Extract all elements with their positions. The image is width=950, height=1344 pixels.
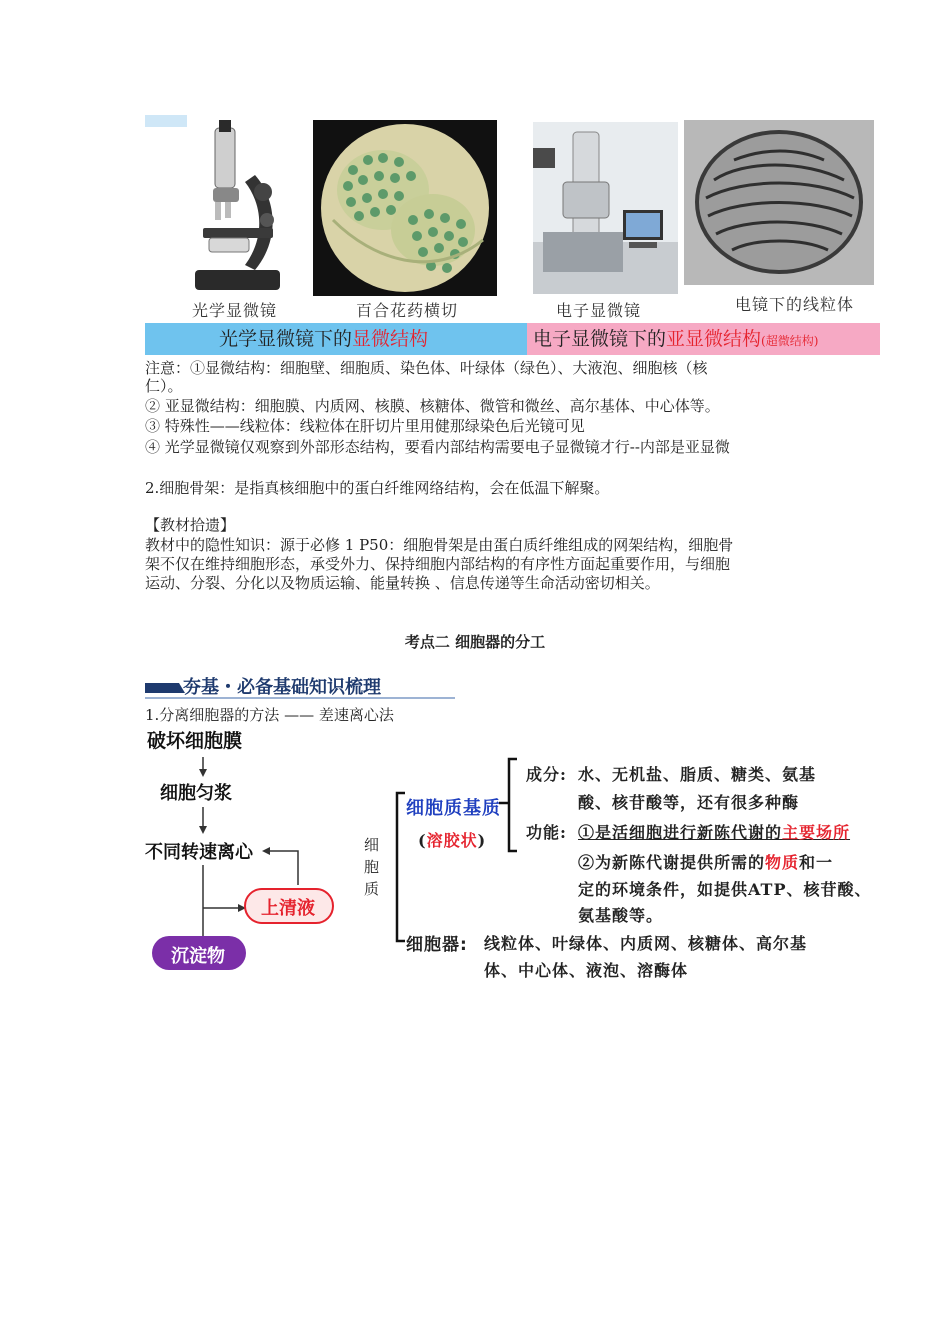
organelles-line-2: 体、中心体、液泡、溶酶体	[484, 961, 689, 980]
lily-anther-image	[313, 120, 497, 296]
note-line-3: ③ 特殊性——线粒体：线粒体在肝切片里用健那绿染色后光镜可见	[145, 417, 585, 435]
section-banner	[145, 672, 455, 700]
cytoskeleton-line: 2.细胞骨架：是指真核细胞中的蛋白纤维网络结构，会在低温下解聚。	[145, 479, 610, 497]
textbook-line-3: 运动、分裂、分化以及物质运输、能量转换 、信息传递等生命活动密切相关。	[145, 574, 660, 592]
note-line-1b: 仁）。	[145, 377, 183, 395]
organelles-line-1: 线粒体、叶绿体、内质网、核糖体、高尔基	[484, 934, 808, 953]
function-2-prefix: ②为新陈代谢提供所需的	[578, 853, 766, 872]
band-electron-microscope	[527, 323, 880, 355]
function-label: 功能:	[526, 823, 567, 842]
matrix-state-text: 溶胶状	[426, 831, 478, 850]
band-left-prefix: 光学显微镜下的	[219, 328, 353, 350]
supernatant-label: 上清液	[261, 898, 315, 919]
band-right-prefix: 电子显微镜下的	[533, 328, 667, 350]
corner-decoration	[145, 115, 187, 127]
note-line-2: ② 亚显微结构：细胞膜、内质网、核膜、核糖体、微管和微丝、高尔基体、中心体等。	[145, 397, 720, 415]
flow-step-break-membrane: 破坏细胞膜	[147, 730, 243, 752]
section-title: 考点二 细胞器的分工	[404, 633, 546, 651]
textbook-line-1: 教材中的隐性知识：源于必修 1 P50：细胞骨架是由蛋白质纤维组成的网架结构，细胞骨	[145, 536, 734, 554]
matrix-state: (溶胶状)	[418, 831, 487, 850]
function-1-prefix: ①是活细胞进行新陈代谢的	[578, 823, 783, 842]
sediment-label: 沉淀物	[171, 946, 225, 967]
function-2-suffix: 和一	[799, 853, 834, 872]
tree-brackets	[385, 755, 525, 955]
matrix-title: 细胞质基质	[406, 798, 501, 819]
function-1-highlight: 主要场所	[782, 823, 851, 842]
em-mitochondria-image	[684, 120, 874, 285]
function-line-2	[578, 850, 833, 873]
organelles-label: 细胞器:	[406, 935, 468, 955]
composition-line-1: 水、无机盐、脂质、糖类、氨基	[578, 765, 817, 784]
caption-lily-section: 百合花药横切	[356, 301, 459, 320]
band-right-highlight: 亚显微结构	[666, 328, 762, 350]
band-light-microscope	[145, 323, 527, 355]
tree-root-label: 细胞质	[364, 836, 381, 898]
note-line-4: ④ 光学显微镜仅观察到外部形态结构，要看内部结构需要电子显微镜才行--内部是亚显微	[145, 438, 730, 456]
composition-line-2: 酸、核苷酸等，还有很多种酶	[578, 793, 800, 812]
caption-em-mitochondria: 电镜下的线粒体	[735, 295, 855, 314]
function-2-highlight: 物质	[765, 853, 800, 872]
method-line: 1.分离细胞器的方法 —— 差速离心法	[145, 706, 394, 724]
function-line-4: 氨基酸等。	[578, 906, 664, 925]
function-line-1	[578, 820, 850, 843]
electron-microscope-image	[533, 122, 678, 294]
textbook-line-2: 架不仅在维持细胞形态，承受外力、保持细胞内部结构的有序性方面起重要作用，与细胞	[145, 555, 731, 573]
flow-step-centrifuge: 不同转速离心	[145, 842, 253, 863]
band-right-note: (超微结构)	[761, 334, 819, 348]
note-line-1: 注意：①显微结构：细胞壁、细胞质、染色体、叶绿体（绿色）、大液泡、细胞核（核	[145, 359, 708, 377]
band-left-highlight: 显微结构	[352, 328, 429, 350]
caption-electron-microscope: 电子显微镜	[556, 301, 642, 320]
composition-label: 成分:	[526, 765, 567, 784]
caption-light-microscope: 光学显微镜	[192, 301, 278, 320]
function-line-3: 定的环境条件，如提供ATP、核苷酸、	[578, 880, 872, 899]
textbook-title: 【教材拾遗】	[145, 516, 236, 534]
banner-text: 夯基・必备基础知识梳理	[183, 677, 381, 698]
flow-step-homogenate: 细胞匀浆	[160, 783, 232, 804]
light-microscope-image	[185, 120, 295, 295]
banner-arrow-icon	[145, 680, 185, 696]
